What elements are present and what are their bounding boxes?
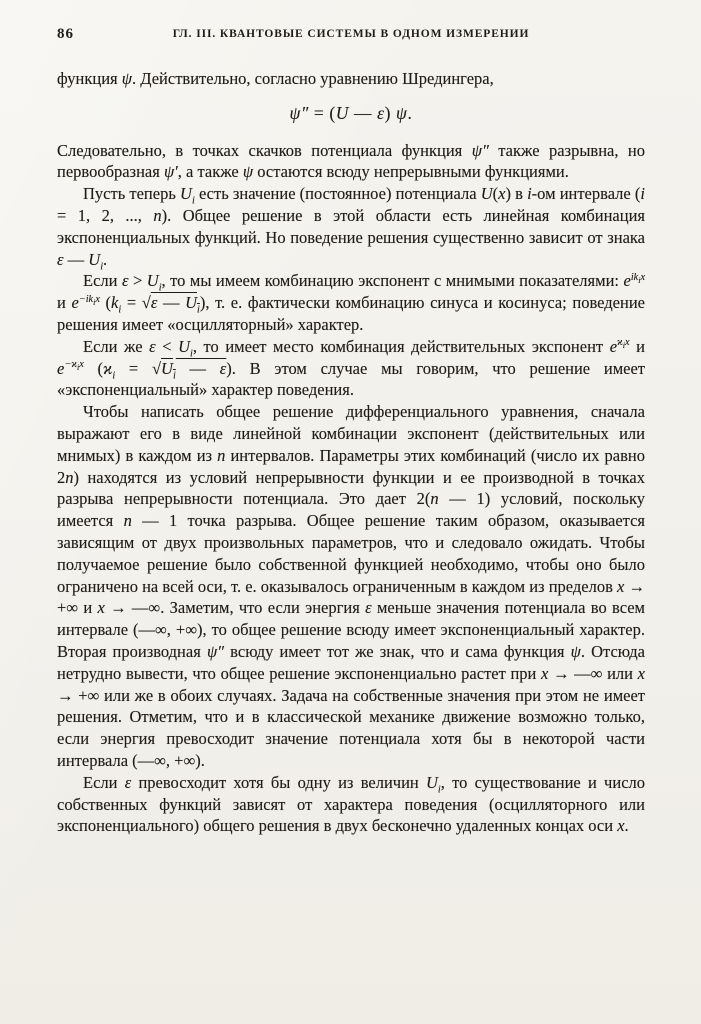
paragraph: Если же $\varepsilon < U_i$, то имеет место комбинация действительных экспонент $e^{ϰ_ix}$ и $e^{-ϰ_ix}$ ($ϰ_i = √U_i$ — ε). В этом случае мы говорим, что решение имеет «экспоненциальный» характер поведения. [57, 336, 645, 400]
paragraph: Пусть теперь $U_i$ есть значение (постоянное) потенциала U(x) в i-ом интервале (i = 1, 2, ..., n). Общее решение в этой области есть линейная комбинация экспоненциальных функций. Но поведение решения существенно зависит от знака ε — $U_i$. [57, 184, 645, 272]
paragraph: Если ε превосходит хотя бы одну из величин $U_i$, то существование и число собственных функций зависят от характера поведения (осцилляторного или экспоненциального) общего решения в двух бесконечно удаленных концах оси x. [57, 772, 645, 836]
running-title: ГЛ. III. КВАНТОВЫЕ СИСТЕМЫ В ОДНОМ ИЗМЕРЕНИИ [172, 28, 530, 40]
paragraph: Если $\varepsilon > U_i$, то мы имеем комбинацию экспонент с мнимыми показателями: $e^{ik_ix}$ и $e^{-ik_ix}$ ($k_i = √\varepsilon$ — $U_i$), т. е. фактически комбинацию синуса и косинуса; поведение решения имеет «осцилляторный» характер. [57, 271, 646, 334]
page-number: 86 [57, 26, 74, 42]
page-body [57, 68, 645, 837]
paragraph-continuation: функция ψ. Действительно, согласно уравнению Шредингера, [57, 69, 494, 88]
page-header [57, 26, 645, 44]
paragraph: Чтобы написать общее решение дифференциального уравнения, сначала выражают его в виде линейной комбинации экспонент (действительных или мнимых) в каждом из n интервалов. Параметры этих комбинаций (число их равно 2n) находятся из условий непрерывности функции и ее производной в точках разрыва непрерывности потенциала. Это дает 2(n — 1) условий, поскольку имеется n — 1 точка разрыва. Общее решение таким образом, оказывается зависящим от двух произвольных параметров, что и следовало ожидать. Чтобы получаемое решение было собственной функцией необходимо, чтобы оно было ограничено на всей оси, т. е. оказывалось ограниченным в каждом из пределов x → +∞ и x → —∞. Заметим, что если энергия ε меньше значения потенциала во всем интервале (—∞, +∞), то общее решение всюду имеет экспоненциальный характер. Вторая производная ψ″ всюду имеет тот же знак, что и сама функция ψ. Отсюда нетрудно вывести, что общее решение экспоненциально растет при x → —∞ или x → +∞ или же в обоих случаях. Задача на собственные значения при этом не имеет решения. Отметим, что и в классической механике движение возможно только, если энергия превосходит значение потенциала хотя бы в некоторой части интервала (—∞, +∞). [57, 402, 645, 770]
display-formula: ψ″ = (U — ε) ψ. [289, 102, 413, 123]
paragraph: Следовательно, в точках скачков потенциала функция ψ″ также разрывна, но первообразная ψ′, а также ψ остаются всюду непрерывными функциями. [57, 140, 646, 182]
